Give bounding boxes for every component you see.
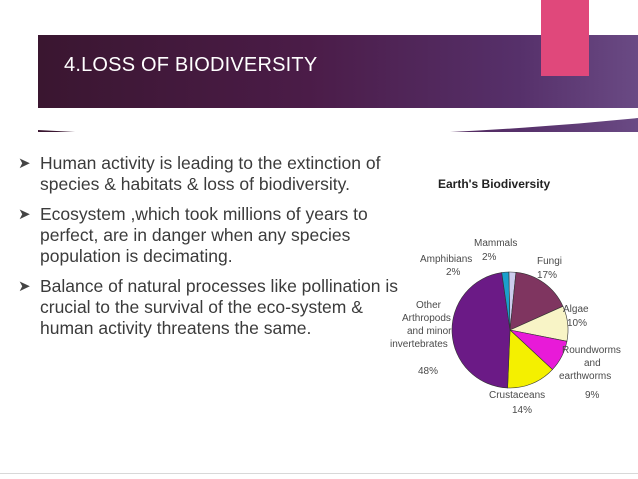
arrow-bullet-icon: ➤ — [18, 278, 31, 295]
label-other-arthropods: Other Arthropods and minor invertebrates — [390, 300, 452, 350]
accent-bar — [541, 0, 589, 76]
bullet-list — [18, 153, 398, 348]
label-algae: Algae — [563, 304, 589, 315]
slide-title: 4.LOSS OF BIODIVERSITY — [64, 54, 318, 76]
label-roundworms-pct: 9% — [585, 390, 600, 401]
biodiversity-pie-chart — [360, 228, 638, 428]
footer-divider — [0, 473, 638, 474]
label-fungi: Fungi — [537, 256, 563, 267]
label-fungi-pct: 17% — [537, 270, 558, 281]
bullet-text: Human activity is leading to the extinction of species & habitats & loss of biodiversity. — [40, 153, 381, 194]
bullet-text: Ecosystem ,which took millions of years to perfect, are in danger when any species population is decimating. — [40, 204, 368, 266]
pie-slice-5 — [452, 273, 510, 388]
label-roundworms: Roundworms and earthworms — [559, 345, 621, 382]
label-mammals: Mammals — [474, 238, 518, 249]
label-amphibians-pct: 2% — [446, 267, 461, 278]
label-crustaceans-pct: 14% — [512, 405, 533, 416]
arrow-bullet-icon: ➤ — [18, 155, 31, 172]
chart-title: Earth's Biodiversity — [438, 177, 551, 191]
arrow-bullet-icon: ➤ — [18, 206, 31, 223]
bullet-text: Balance of natural processes like pollination is crucial to the survival of the eco-system & human activity threatens the same. — [40, 276, 398, 338]
banner-curve — [38, 108, 638, 148]
label-amphibians: Amphibians — [420, 254, 473, 265]
bullet-item — [18, 276, 398, 339]
label-algae-pct: 10% — [567, 318, 588, 329]
bullet-item — [18, 204, 398, 267]
label-mammals-pct: 2% — [482, 252, 497, 263]
label-crustaceans: Crustaceans — [489, 390, 546, 401]
bullet-item — [18, 153, 398, 195]
label-other-arthropods-pct: 48% — [418, 366, 439, 377]
